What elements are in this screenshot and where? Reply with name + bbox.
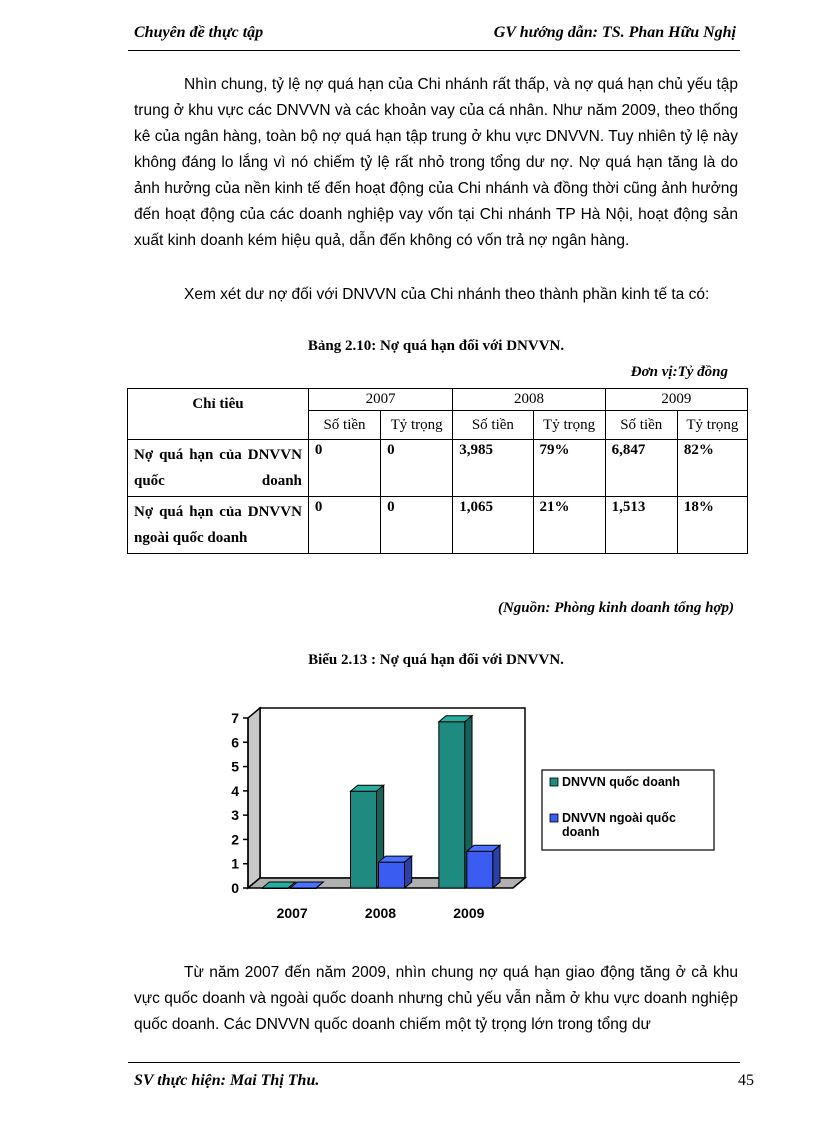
legend-swatch-1	[550, 814, 558, 822]
bar-0-2009	[439, 722, 465, 888]
legend-swatch-0	[550, 778, 558, 786]
chart-side-wall	[248, 708, 260, 888]
x-tick-label: 2008	[364, 905, 397, 921]
header-year-2007: 2007	[308, 389, 452, 411]
table-row	[128, 440, 748, 497]
paragraph-2: Xem xét dư nợ đối với DNVVN của Chi nhánh theo thành phần kinh tế ta có:	[184, 286, 710, 303]
footer-author: SV thực hiện: Mai Thị Thu.	[134, 1072, 320, 1089]
y-tick-label: 6	[231, 734, 239, 751]
y-tick-label: 4	[231, 782, 239, 799]
table-row	[128, 497, 748, 554]
header-criteria: Chỉ tiêu	[128, 389, 309, 440]
overdue-debt-chart	[220, 700, 740, 930]
header-left: Chuyên đề thực tập	[134, 24, 264, 41]
y-tick-label: 5	[231, 758, 239, 775]
table-cell: 79%	[533, 440, 605, 497]
table-cell: 1,065	[453, 497, 533, 554]
header-year-2008: 2008	[453, 389, 605, 411]
table-unit: Đơn vị:Tỷ đồng	[630, 364, 728, 380]
y-tick-label: 7	[231, 710, 239, 726]
table-cell: 0	[308, 440, 380, 497]
table-header-row	[128, 389, 748, 411]
table-cell: 1,513	[605, 497, 677, 554]
row-label-nonstate: Nợ quá hạn của DNVVN ngoài quốc doanh	[128, 497, 309, 554]
bar-side-1-2009	[493, 845, 500, 888]
paragraph-1: Nhìn chung, tỷ lệ nợ quá hạn của Chi nhánh rất thấp, và nợ quá hạn chủ yếu tập trung ở khu vực các DNVVN và các khoản vay của cá nhân. Như năm 2009, theo thống kê của ngân hàng, toàn bộ nợ quá hạn tập trung ở khu vực DNVVN. Tuy nhiên tỷ lệ này không đáng lo lắng vì nó chiếm tỷ lệ rất nhỏ trong tổng dư nợ. Nợ quá hạn tăng là do ảnh hưởng của nền kinh tế đến hoạt động của Chi nhánh và đồng thời cũng ảnh hưởng đến hoạt động của các doanh nghiệp vay vốn tại Chi nhánh TP Hà Nội, hoạt động sản xuất kinh doanh kém hiệu quả, dẫn đến không có vốn trả nợ ngân hàng.	[134, 76, 738, 249]
footer-divider	[128, 1062, 740, 1063]
table-cell: 0	[381, 497, 453, 554]
x-tick-label: 2009	[453, 905, 485, 921]
x-tick-label: 2007	[276, 905, 308, 921]
sub-amount-2007: Số tiền	[308, 411, 380, 440]
paragraph-3: Từ năm 2007 đến năm 2009, nhìn chung nợ quá hạn giao động tăng ở cả khu vực quốc doanh và ngoài quốc doanh nhưng chủ yếu vẫn nằm ở khu vực doanh nghiệp quốc doanh. Các DNVVN quốc doanh chiếm một tỷ trọng lớn trong tổng dư	[134, 964, 738, 1033]
table-cell: 0	[381, 440, 453, 497]
table-caption: Bảng 2.10: Nợ quá hạn đối với DNVVN.	[307, 338, 565, 354]
sub-share-2007: Tỷ trọng	[381, 411, 453, 440]
sub-share-2008: Tỷ trọng	[533, 411, 605, 440]
bar-0-2008	[351, 791, 377, 888]
header-year-2009: 2009	[605, 389, 747, 411]
table-cell: 82%	[677, 440, 747, 497]
page-number: 45	[738, 1072, 754, 1089]
table-cell: 18%	[677, 497, 747, 554]
header-right: GV hướng dẫn: TS. Phan Hữu Nghị	[493, 24, 736, 41]
y-tick-label: 3	[231, 807, 239, 824]
sub-share-2009: Tỷ trọng	[677, 411, 747, 440]
sub-amount-2009: Số tiền	[605, 411, 677, 440]
y-tick-label: 1	[231, 855, 239, 872]
bar-1-2009	[467, 851, 493, 888]
sub-amount-2008: Số tiền	[453, 411, 533, 440]
table-source: (Nguồn: Phòng kinh doanh tổng hợp)	[497, 600, 734, 616]
table-cell: 21%	[533, 497, 605, 554]
row-label-state: Nợ quá hạn của DNVVN quốc doanh	[128, 440, 309, 497]
overdue-debt-table	[127, 388, 748, 554]
header-divider	[128, 50, 740, 51]
legend-label-0: DNVVN quốc doanh	[562, 775, 681, 789]
table-cell: 0	[308, 497, 380, 554]
y-tick-label: 0	[231, 880, 239, 896]
chart-caption: Biểu 2.13 : Nợ quá hạn đối với DNVVN.	[308, 652, 564, 668]
legend-label-1: doanh	[562, 825, 600, 839]
table-cell: 6,847	[605, 440, 677, 497]
table-cell: 3,985	[453, 440, 533, 497]
legend-label-1: DNVVN ngoài quốc	[562, 811, 676, 825]
bar-1-2008	[379, 862, 405, 888]
y-tick-label: 2	[231, 831, 239, 848]
bar-side-1-2008	[405, 856, 412, 888]
